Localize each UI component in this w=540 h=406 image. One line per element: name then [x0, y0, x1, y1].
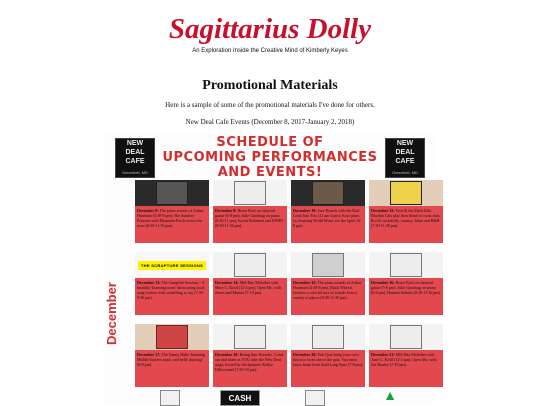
performer-photo [213, 324, 287, 350]
event-card [135, 324, 209, 387]
logo-word: CAFE [125, 158, 145, 165]
event-description: December 19: Rising Star Karaoke. Come out and shine as YOU take the New Deal stage, hosted by the dynamic Kellye Hillerstrand (7:30-10 pm). [213, 350, 287, 387]
event-card [135, 180, 209, 243]
logo-word: DEAL [125, 149, 145, 156]
logo-word: DEAL [395, 149, 415, 156]
site-title[interactable]: Sagittarius Dolly [168, 13, 372, 45]
event-card [291, 252, 365, 315]
performer-photo [291, 324, 365, 350]
performer-photo [160, 390, 180, 406]
new-deal-cafe-logo-left [115, 138, 155, 178]
event-card [369, 324, 443, 387]
month-label: December [104, 282, 119, 345]
performer-photo [135, 324, 209, 350]
event-card [135, 252, 209, 315]
event-description: December 15: The piano sounds of Arthur Hantman (4:30-8 pm); Black Wheels features a colorful mix of sounds from a variety of places (8:30-11:30 pm). [291, 278, 365, 315]
logo-subtitle: Greenbelt, MD [121, 170, 148, 175]
event-description: December 20: Pub Quiz bring your crew down to form one of the quiz. You must know brain from Auld Lang Syne (7-8 pm). [291, 350, 365, 387]
logo-word: NEW [126, 140, 144, 147]
logo-word: NEW [396, 140, 414, 147]
schedule-heading-line: AND EVENTS! [217, 165, 323, 180]
scrapture-banner: THE SCRAPTURE SESSIONS [138, 261, 206, 270]
poster-caption: New Deal Cafe Events (December 8, 2017-January 2, 2018) [185, 118, 355, 126]
performer-photo [213, 252, 287, 278]
event-description: December 21: Mid-Day Melodies with Amy C. Kroll (12-2 pm); Open Mic with Joe Hanley (7-10 pm). [369, 350, 443, 387]
new-deal-cafe-logo-right [385, 138, 425, 178]
performer-photo [369, 324, 443, 350]
schedule-heading [155, 135, 385, 180]
promo-poster-image[interactable] [104, 132, 441, 405]
performer-photo [369, 252, 443, 278]
event-card [213, 180, 287, 243]
cash-logo: CASH [220, 390, 260, 406]
event-description: December 12: Terri & the Slack Kiln Rhythm Cats play their blend of roots rock & roll, rockabilly, country, blues and R&B (7:30-11:30 pm). [369, 206, 443, 243]
logo-subtitle: Greenbelt, MD [391, 170, 418, 175]
event-card [291, 324, 365, 387]
schedule-heading-line: SCHEDULE OF [216, 135, 324, 150]
performer-photo [305, 390, 325, 406]
page-title: Promotional Materials [202, 78, 338, 93]
event-card [213, 324, 287, 387]
event-card [369, 180, 443, 243]
event-description: December 8: The piano sounds of Arthur Hantman (4:30-8 pm); The Sundres' Princess with Mountain Porch across the store (8:30-11:30 pm). [135, 206, 209, 243]
event-card [213, 252, 287, 315]
performer-photo [369, 180, 443, 206]
event-description: December 17: The Danny Hallo Jamming Middle Eastern music and belly dancing! (6-8 pm). [135, 350, 209, 387]
site-tagline: An Exploration Inside the Creative Mind of Kimberly Keyes [192, 48, 348, 54]
performer-photo [135, 180, 209, 206]
event-description: December 10: Jazz Brunch with the Ruff Loud Jazz Trio (11 am-2 pm); Kora plays its Amazing World Music for the Spirit (6-8 pm). [291, 206, 365, 243]
performer-photo [291, 180, 365, 206]
performer-photo [213, 180, 287, 206]
performer-photo [291, 252, 365, 278]
logo-word: CAFE [395, 158, 415, 165]
event-description: December 9: Bruce Kritt on classical guitar (6-8 pm); Julie Ginsburg on piano (8:30-11 pm); Kevin Robinson and KEBO (8:30-11:30 pm). [213, 206, 287, 243]
event-description: December 14: Mid-Day Melodies with Mary C. Kroll (12-2 pm); Open Mic with James and Marina (7-10 pm). [213, 278, 287, 315]
event-description: December 16: Bruce Kritt on classical guitar (5-6 pm); Julie Ginsburg on piano (6-8 pm); Hannah Sehntle (8:30-11:30 pm). [369, 278, 443, 315]
schedule-heading-line: UPCOMING PERFORMANCES [162, 150, 378, 165]
intro-text: Here is a sample of some of the promotional materials I've done for others. [165, 101, 375, 109]
event-card [369, 252, 443, 315]
christmas-tree-icon: ▲ [383, 389, 397, 404]
event-description: December 13: The Campfire Sessions - A monthly 'listening room' showcasing local song-writers with something to say (7:30-9:30 pm). [135, 278, 209, 315]
event-card [291, 180, 365, 243]
performer-photo [135, 252, 209, 278]
